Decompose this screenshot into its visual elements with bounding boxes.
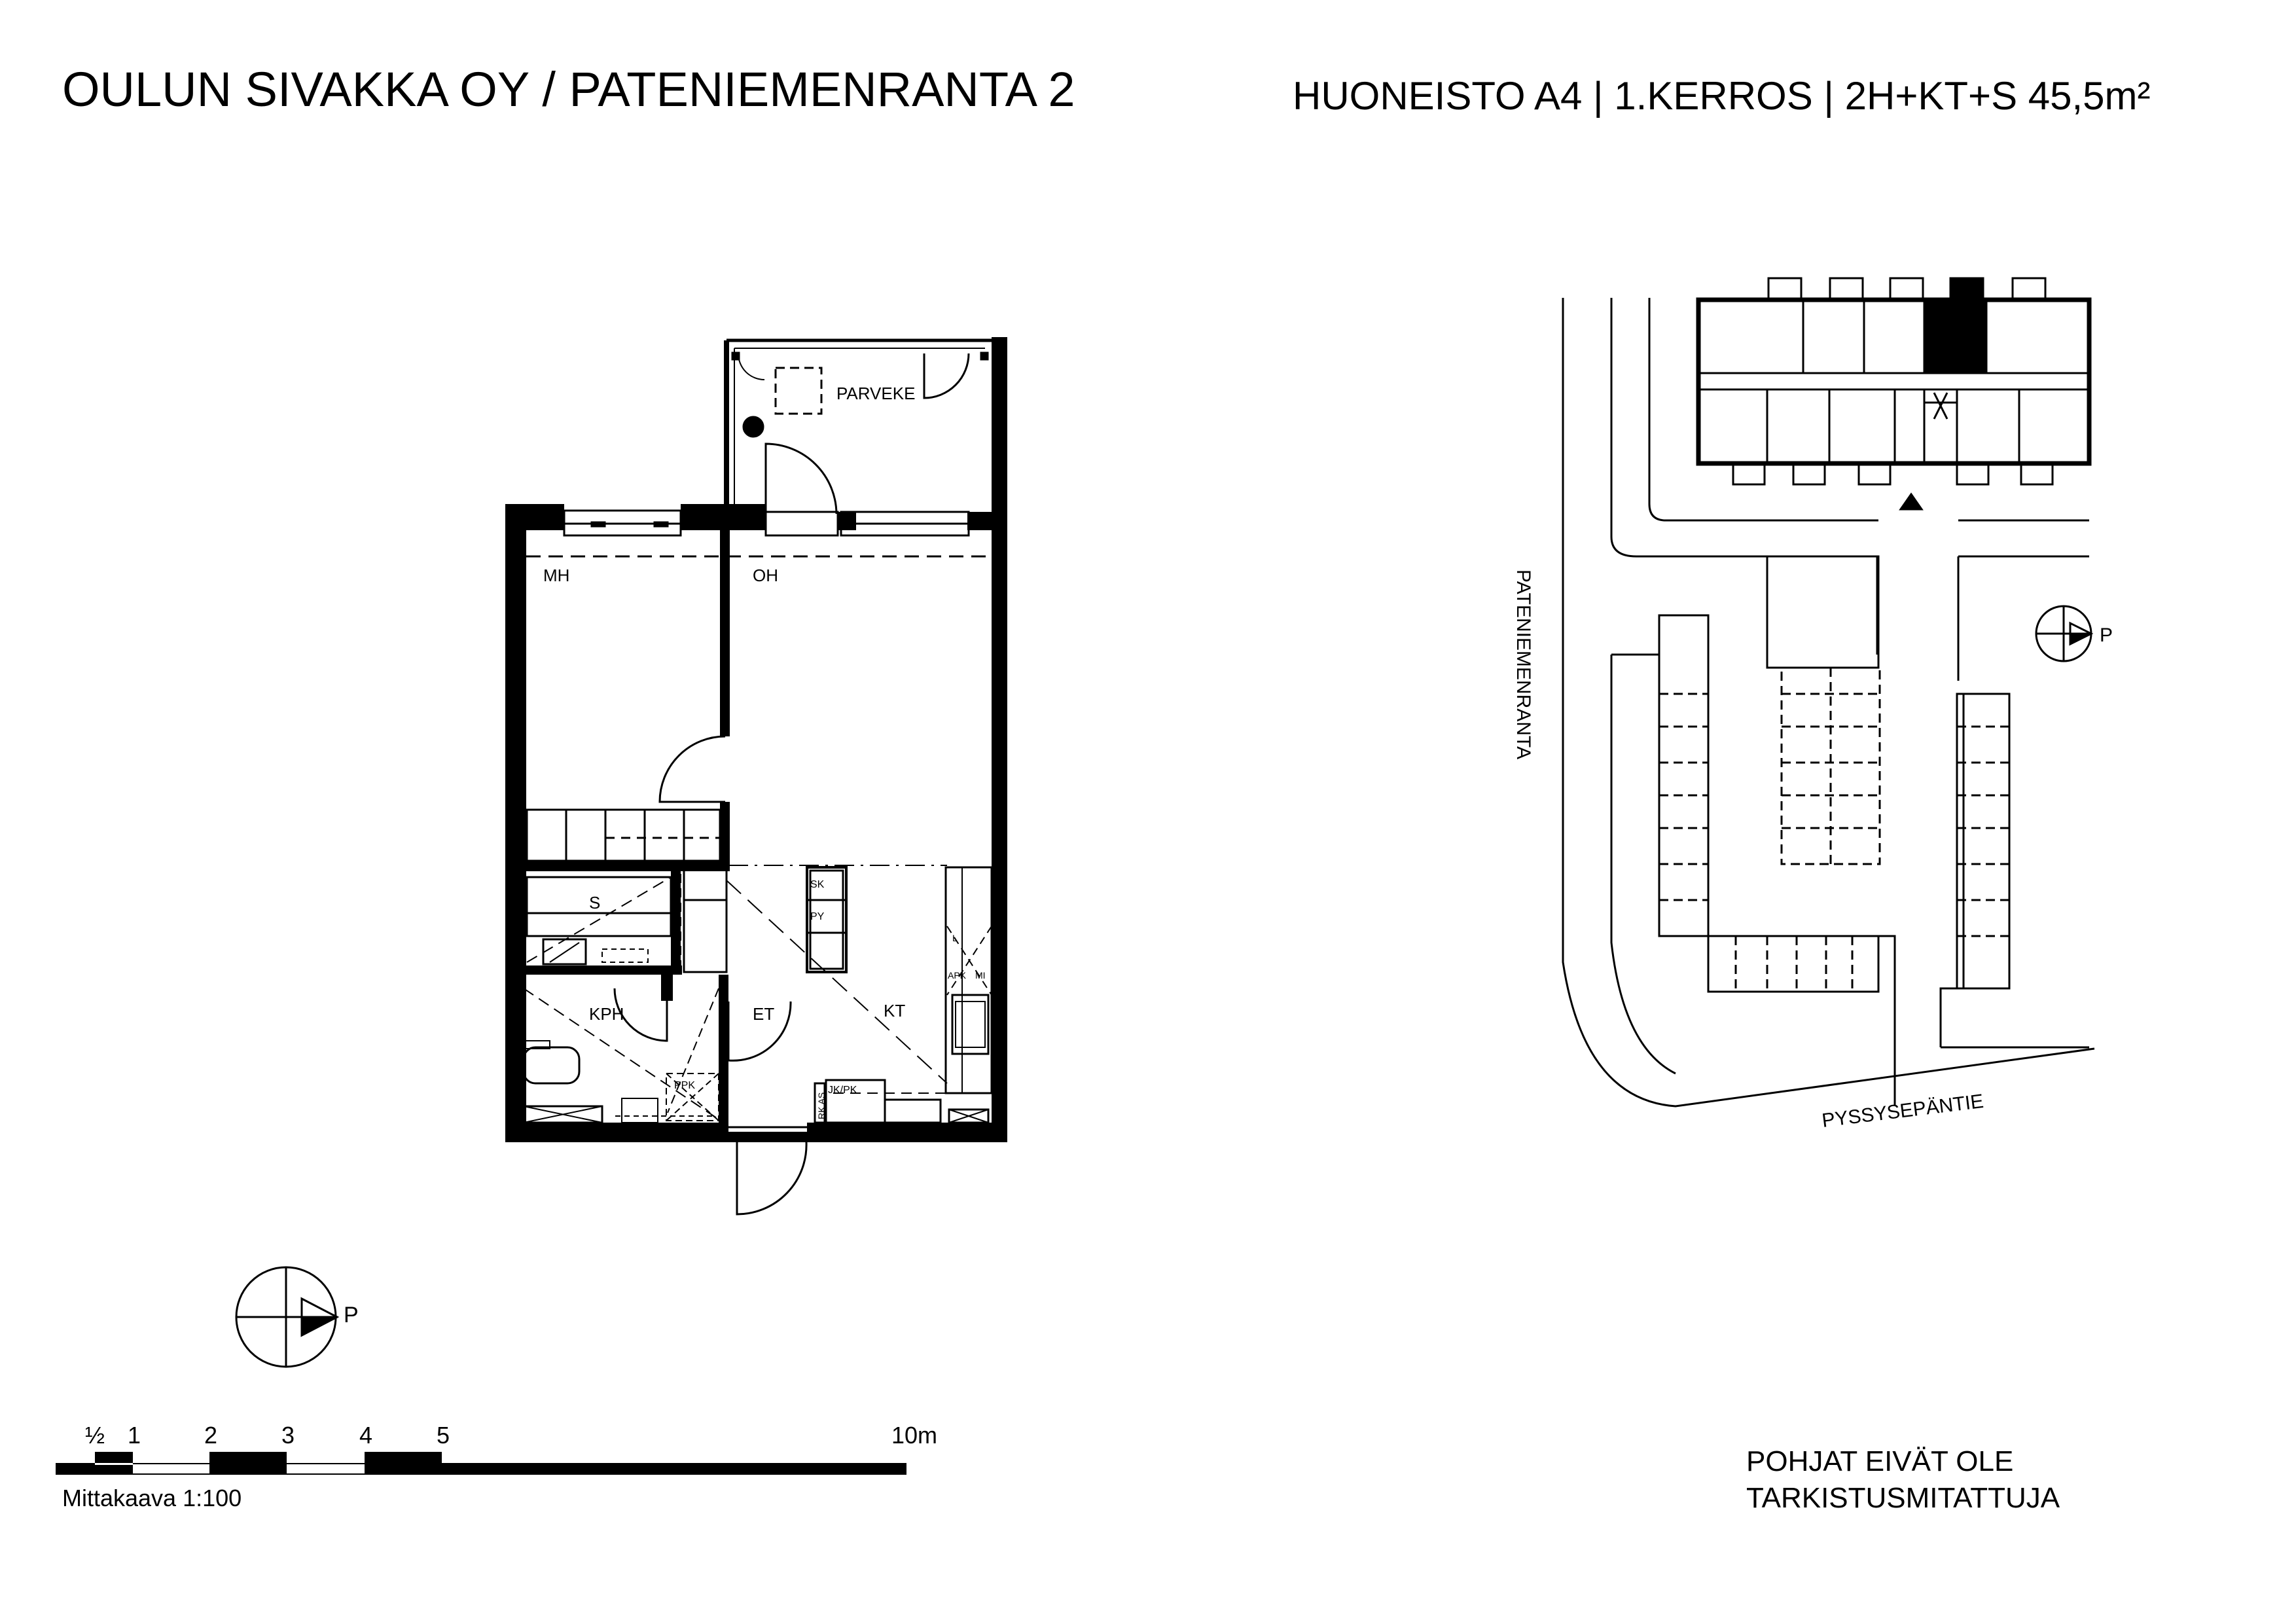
scale-bar xyxy=(56,1422,937,1475)
room-mh: MH xyxy=(543,566,570,585)
disclaimer-line-2: TARKISTUSMITATTUJA xyxy=(1746,1482,2060,1514)
wall-east xyxy=(992,337,1007,1142)
scale-tick-3: 3 xyxy=(281,1422,295,1449)
scale-tick-4: 4 xyxy=(359,1422,373,1449)
floor-plan xyxy=(505,337,1007,1214)
room-parveke: PARVEKE xyxy=(836,384,916,403)
project-title: OULUN SIVAKKA OY / PATENIEMENRANTA 2 xyxy=(62,62,1075,117)
street-pateniemenranta: PATENIEMENRANTA xyxy=(1513,569,1534,760)
room-kt: KT xyxy=(884,1001,906,1020)
room-s: S xyxy=(589,893,601,912)
disclaimer-note xyxy=(1746,1443,2060,1517)
scale-tick-half: ½ xyxy=(85,1422,105,1449)
scale-tick-10m: 10m xyxy=(891,1422,938,1449)
disclaimer-line-1: POHJAT EIVÄT OLE xyxy=(1746,1445,2014,1477)
north-arrow-icon xyxy=(236,1267,359,1367)
label-l: L xyxy=(952,933,958,943)
north-label: P xyxy=(344,1303,359,1327)
site-north-label: P xyxy=(2100,624,2113,646)
scale-tick-5: 5 xyxy=(437,1422,450,1449)
scale-tick-1: 1 xyxy=(128,1422,141,1449)
label-py: PY xyxy=(810,911,825,922)
label-ppk: PPK xyxy=(674,1080,696,1091)
apartment-info: HUONEISTO A4 | 1.KERROS | 2H+KT+S 45,5m² xyxy=(1293,74,2151,118)
window-mh xyxy=(564,511,681,535)
label-jkpk: JK/PK xyxy=(828,1085,857,1096)
room-oh: OH xyxy=(753,566,778,585)
street-pyssysepantie: PYSSYSEPÄNTIE xyxy=(1820,1090,1985,1132)
site-plan xyxy=(1513,278,2113,1132)
scale-caption: Mittakaava 1:100 xyxy=(62,1485,242,1511)
label-apk: APK xyxy=(948,970,967,981)
room-et: ET xyxy=(753,1004,775,1024)
label-mi: MI xyxy=(975,970,986,981)
label-sk: SK xyxy=(810,879,825,890)
scale-tick-2: 2 xyxy=(204,1422,218,1449)
window-oh xyxy=(841,512,969,535)
door-balcony xyxy=(766,444,838,535)
room-kph: KPH xyxy=(589,1004,624,1024)
label-rkas: RK AS xyxy=(816,1092,827,1119)
